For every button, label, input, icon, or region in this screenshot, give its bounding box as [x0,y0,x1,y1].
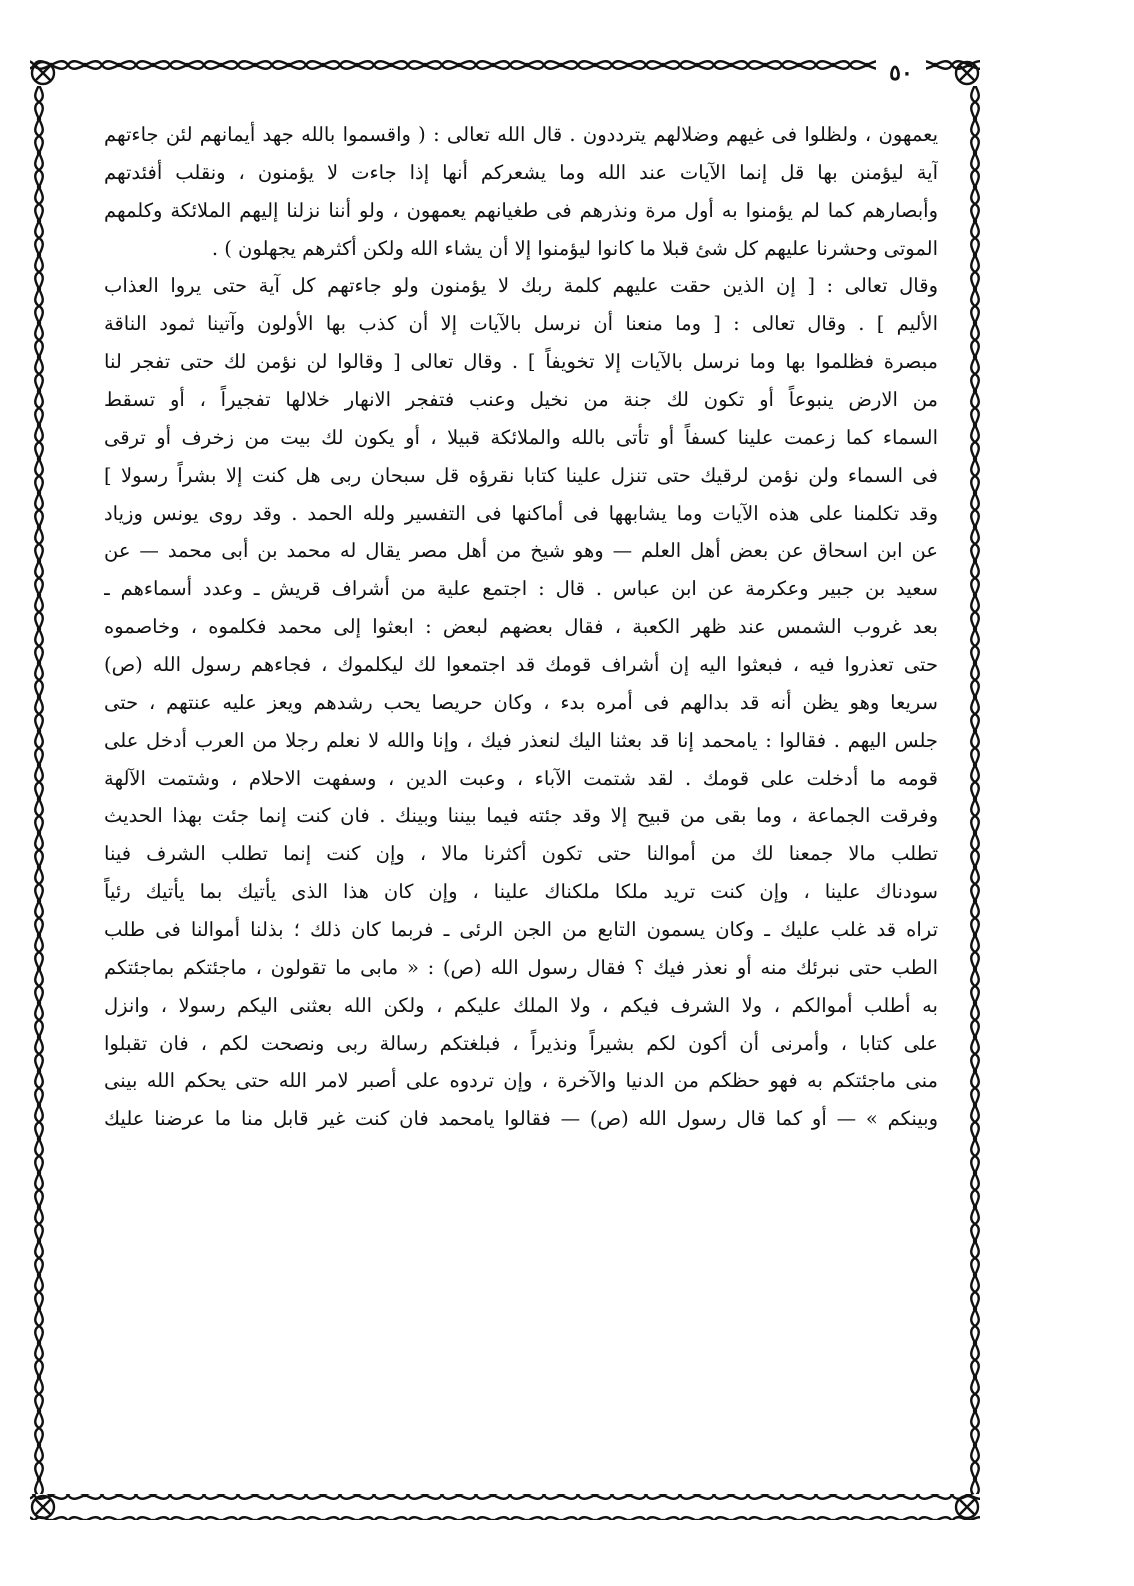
text-line: فى السماء ولن نؤمن لرقيك حتى تنزل علينا كتابا نقرؤه قل سبحان ربى هل كنت إلا بشراً رسولا ] [104,463,938,487]
text-line: سودناك علينا ، وإن كنت تريد ملكا ملكناك علينا ، وإن كان هذا الذى يأتيك بما يأتيك رئياً [104,880,938,904]
text-line: بعد غروب الشمس عند ظهر الكعبة ، فقال بعضهم لبعض : ابعثوا إلى محمد فكلموه ، وخاصموه [104,615,938,639]
text-line: من الارض ينبوعاً أو تكون لك جنة من نخيل وعنب فتفجر الانهار خلالها تفجيراً ، أو تسقط [104,388,938,412]
text-line: وأبصارهم كما لم يؤمنوا به أول مرة ونذرهم فى طغيانهم يعمهون ، ولو أننا نزلنا إليهم الملائكة وكلمهم [104,198,938,222]
text-line: سريعا وهو يظن أنه قد بدالهم فى أمره بدء ، وكان حريصا يحب رشدهم ويعز عليه عنتهم ، حتى [104,690,938,714]
text-line: مبصرة فظلموا بها وما نرسل بالآيات إلا تخويفاً ] . وقال تعالى [ وقالوا لن نؤمن لك حتى تفجر لنا [104,350,938,374]
text-line: الموتى وحشرنا عليهم كل شئ قبلا ما كانوا ليؤمنوا إلا أن يشاء الله ولكن أكثرهم يجهلون ) . [211,236,938,260]
text-line: وقال تعالى : [ إن الذين حقت عليهم كلمة ربك لا يؤمنون ولو جاءتهم كل آية حتى يروا العذاب [104,274,938,298]
page-number: ٥٠ [876,58,926,88]
text-line: على كتابا ، وأمرنى أن أكون لكم بشيراً ونذيراً ، فبلغتكم رسالة ربى ونصحت لكم ، فان تقبلوا [104,1031,938,1055]
text-line: السماء كما زعمت علينا كسفاً أو تأتى بالله والملائكة قبيلا ، أو يكون لك بيت من زخرف أو ترقى [104,425,938,449]
body-text [104,116,938,1482]
text-line: الأليم ] . وقال تعالى : [ وما منعنا أن نرسل بالآيات إلا أن كذب بها الأولون وآتينا ثمود الناقة [104,312,938,336]
text-line: وبينكم » — أو كما قال رسول الله (ص) — فقالوا يامحمد فان كنت غير قابل منا ما عرضنا عليك [104,1107,938,1131]
text-line: به أطلب أموالكم ، ولا الشرف فيكم ، ولا الملك عليكم ، ولكن الله بعثنى اليكم رسولا ، وانزل [104,993,938,1017]
text-line: الطب حتى نبرئك منه أو نعذر فيك ؟ فقال رسول الله (ص) : « مابى ما تقولون ، ماجئتكم بماجئتكم [104,955,938,979]
text-line: سعيد بن جبير وعكرمة عن ابن عباس . قال : اجتمع علية من أشراف قريش ـ وعدد أسماءهم ـ [104,577,938,601]
text-line: يعمهون ، ولظلوا فى غيهم وضلالهم يترددون . قال الله تعالى : ( واقسموا بالله جهد أيمانهم لئن جاءتهم [104,123,938,146]
text-line: قومه ما أدخلت على قومك . لقد شتمت الآباء ، وعبت الدين ، وسفهت الاحلام ، وشتمت الآلهة [104,766,938,790]
text-line: منى ماجئتكم به فهو حظكم من الدنيا والآخرة ، وإن تردوه على أصبر لامر الله حتى يحكم الله بينى [104,1069,938,1093]
text-line: آية ليؤمنن بها قل إنما الآيات عند الله وما يشعركم أنها إذا جاءت لا يؤمنون ، ونقلب أفئدتهم [104,160,938,184]
text-line: تطلب مالا جمعنا لك من أموالنا حتى تكون أكثرنا مالا ، وإن كنت إنما تطلب الشرف فينا [104,842,938,866]
text-line: وقد تكلمنا على هذه الآيات وما يشابهها فى أماكنها فى التفسير ولله الحمد . وقد روى يونس وزياد [104,501,938,525]
text-line: جلس اليهم . فقالوا : يامحمد إنا قد بعثنا اليك لنعذر فيك ، وإنا والله لا نعلم رجلا من العرب أدخل على [104,728,938,752]
text-line: تراه قد غلب عليك ـ وكان يسمون التابع من الجن الرئى ـ فربما كان ذلك ؛ بذلنا أموالنا فى طلب [104,918,938,942]
text-line: حتى تعذروا فيه ، فبعثوا اليه إن أشراف قومك قد اجتمعوا لك ليكلموك ، فجاءهم رسول الله (ص) [104,653,938,677]
text-line: وفرقت الجماعة ، وما بقى من قبيح إلا وقد جئته فيما بيننا وبينك . فان كنت إنما جئت بهذا الحديث [104,804,938,828]
text-line: عن ابن اسحاق عن بعض أهل العلم — وهو شيخ من أهل مصر يقال له محمد بن أبى محمد — عن [104,539,938,563]
